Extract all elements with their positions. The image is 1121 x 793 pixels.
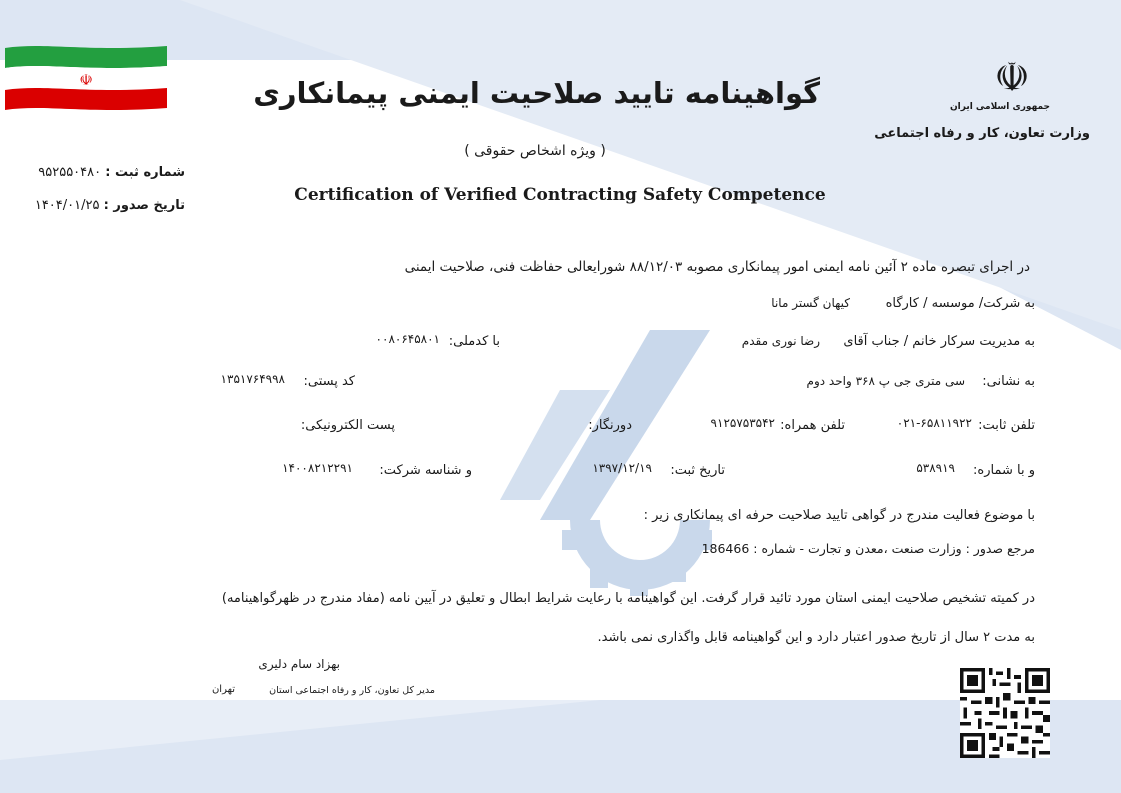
postal-label: کد پستی: — [303, 374, 355, 389]
regno-value: ۵۳۸۹۱۹ — [916, 461, 955, 475]
issue-date-value: ۱۴۰۴/۰۱/۲۵ — [34, 198, 100, 213]
qr-code-icon — [960, 668, 1050, 758]
company-id-value: ۱۴۰۰۸۲۱۲۲۹۱ — [282, 461, 353, 475]
svg-text:☫: ☫ — [79, 71, 93, 89]
page-subtitle: ( ویژه اشخاص حقوقی ) — [464, 143, 606, 159]
iran-flag-icon — [5, 42, 167, 114]
fax-label: دورنگار: — [588, 418, 632, 433]
phone-label: تلفن ثابت: — [978, 418, 1035, 433]
validity-text: به مدت ۲ سال از تاریخ صدور اعتبار دارد و این گواهینامه قابل واگذاری نمی باشد. — [597, 630, 1035, 645]
registration-number-label: شماره ثبت : — [105, 165, 185, 180]
postal-value: ۱۳۵۱۷۶۴۹۹۸ — [220, 372, 285, 386]
email-label: پست الکترونیکی: — [300, 418, 395, 433]
signatory-title: مدیر کل تعاون، کار و رفاه اجتماعی استان — [269, 685, 435, 696]
reference-text: مرجع صدور : وزارت صنعت ،معدن و تجارت - شماره : 186466 — [701, 541, 1035, 556]
intro-text: در اجرای تبصره ماده ۲ آئین نامه ایمنی امور پیمانکاری مصوبه ۸۸/۱۲/۰۳ شورایعالی حفاظت فنی، صلاحیت ایمنی — [404, 259, 1030, 275]
registration-number — [40, 165, 185, 180]
issue-date — [34, 198, 185, 213]
registration-number-value: ۹۵۲۵۵۰۴۸۰ — [38, 165, 102, 180]
mobile-label: تلفن همراه: — [780, 418, 845, 433]
mobile-value: ۹۱۲۵۷۵۳۵۴۲ — [710, 416, 775, 430]
ministry-label: وزارت تعاون، کار و رفاه اجتماعی — [874, 126, 1090, 141]
republic-label: جمهوری اسلامی ایران — [949, 102, 1051, 112]
regdate-value: ۱۳۹۷/۱۲/۱۹ — [592, 461, 652, 475]
company-label: به شرکت/ موسسه / کارگاه — [885, 296, 1035, 311]
regno-label: و با شماره: — [973, 463, 1035, 478]
regdate-label: تاریخ ثبت: — [670, 463, 725, 478]
signatory-province: تهران — [211, 684, 235, 695]
address-value: سی متری جی پ ۳۶۸ واحد دوم — [806, 374, 965, 388]
national-code-label: با کدملی: — [448, 334, 500, 349]
page-title: گواهینامه تایید صلاحیت ایمنی پیمانکاری — [253, 76, 820, 110]
activity-text: با موضوع فعالیت مندرج در گواهی تایید صلاحیت حرفه ای پیمانکاری زیر : — [643, 508, 1035, 523]
phone-value: ۰۲۱-۶۵۸۱۱۹۲۲ — [896, 416, 972, 430]
company-value: کیهان گستر مانا — [771, 296, 850, 310]
english-title: Certification of Verified Contracting Safety Competence — [294, 185, 826, 205]
company-id-label: و شناسه شرکت: — [379, 463, 472, 478]
manager-label: به مدیریت سرکار خانم / جناب آقای — [843, 334, 1035, 349]
signatory-name: بهزاد سام دلیری — [258, 657, 340, 671]
national-code-value: ۰۰۸۰۶۴۵۸۰۱ — [375, 332, 440, 346]
iran-emblem-icon: ☫ — [994, 55, 1030, 101]
issue-date-label: تاریخ صدور : — [103, 198, 185, 213]
address-label: به نشانی: — [982, 374, 1035, 389]
manager-value: رضا نوری مقدم — [741, 334, 820, 348]
committee-text: در کمیته تشخیص صلاحیت ایمنی استان مورد تائید قرار گرفت. این گواهینامه با رعایت شرایط ابطال و تعلیق در آیین نامه (مفاد مندرج در ظهرگواهینامه) — [221, 591, 1035, 606]
